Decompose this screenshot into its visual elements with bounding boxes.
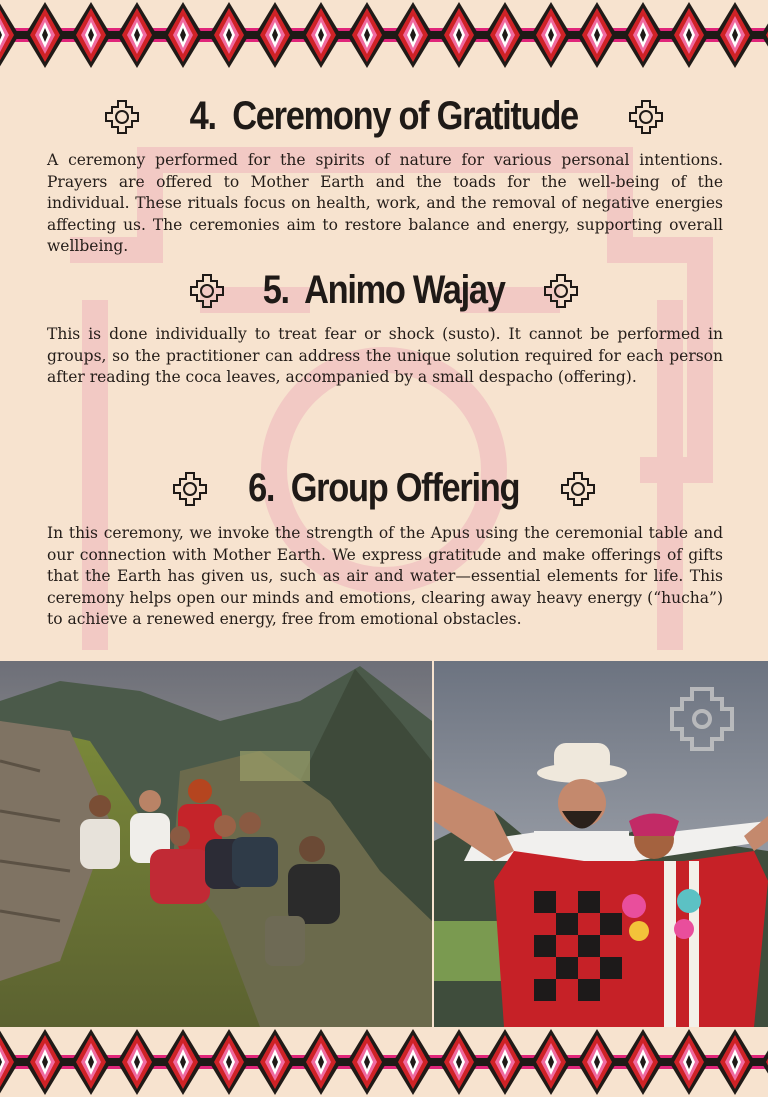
chakana-gear-icon	[543, 273, 579, 309]
section-4-body: A ceremony performed for the spirits of nature for various personal intentions. Prayers are offered to Mother Earth and the toads for the well-being of the individual. These rituals focus on health, work, and the removal of negative energies affecting us. The ceremonies aim to restore balance and energy, supporting overall wellbeing.	[47, 151, 723, 255]
section-5-body: This is done individually to treat fear or shock (susto). It cannot be performed in groups, so the practitioner can address the unique solution required for each person after reading the coca leaves, accompanied by a small despacho (offering).	[47, 325, 723, 386]
top-pattern-band	[0, 0, 768, 70]
photo-shaman-ceremony	[434, 661, 768, 1027]
section-6-heading	[0, 466, 768, 511]
section-5-title: 5. Animo Wajay	[263, 268, 505, 312]
section-6-body: In this ceremony, we invoke the strength of the Apus using the ceremonial table and our connection with Mother Earth. We express gratitude and make offerings of gifts that the Earth has given us, such as air and water—essential elements for life. This ceremony helps open our minds and emotions, clearing away heavy energy (“hucha”) to achieve a renewed energy, free from emotional obstacles.	[47, 524, 723, 628]
chakana-gear-icon	[172, 471, 208, 507]
section-5-heading	[0, 268, 768, 313]
chakana-gear-icon	[104, 99, 140, 135]
photo-group-machu-picchu	[0, 661, 432, 1027]
chakana-gear-icon	[189, 273, 225, 309]
chakana-gear-icon	[560, 471, 596, 507]
chakana-gear-icon	[628, 99, 664, 135]
section-6-title: 6. Group Offering	[248, 466, 520, 510]
section-4-title: 4. Ceremony of Gratitude	[189, 94, 579, 138]
bottom-pattern-band	[0, 1027, 768, 1097]
section-4-heading	[0, 94, 768, 139]
